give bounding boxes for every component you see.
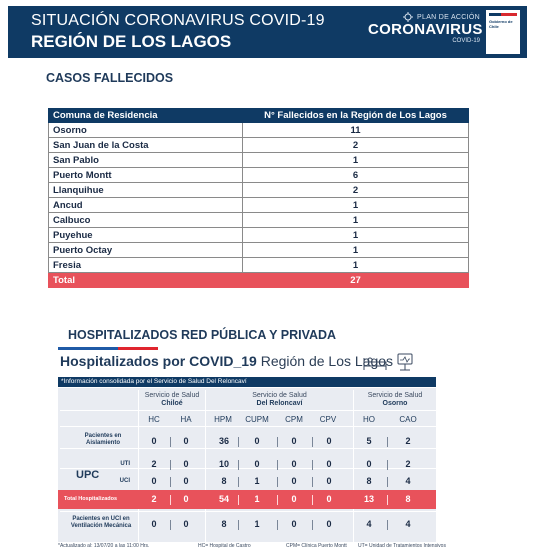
label-total-hosp: Total Hospitalizados [64,496,118,502]
fallecidos-section-title: CASOS FALLECIDOS [46,71,174,85]
fallecidos-cell: 1 [243,213,469,228]
table-row [49,138,469,153]
cell-ais-cpv: 0 [326,436,332,446]
comuna-cell: Calbuco [49,213,243,228]
comuna-cell: San Pablo [49,153,243,168]
hosp-title-bold: Hospitalizados por COVID_19 [60,353,257,369]
cell-uti-cpv: 0 [326,459,332,469]
header-banner [8,6,527,58]
cell-ais-hpm: 36 [218,436,229,446]
fallecidos-cell: 6 [243,168,469,183]
col-hpm: HPM [214,415,232,424]
gob-logo-text: Gobierno de Chile [489,19,513,29]
hospital-bed-icon [362,352,422,372]
cell-uti-cpm: 0 [291,459,297,469]
fallecidos-cell: 1 [243,198,469,213]
table-row [49,228,469,243]
table-row [49,183,469,198]
col-cao: CAO [399,415,417,424]
group-header-chiloe: Servicio de Salud Chiloé [144,392,200,407]
comuna-cell: Puyehue [49,228,243,243]
col-hc: HC [148,415,160,424]
cell-uti-cao: 2 [405,459,411,469]
cell-uti-ho: 0 [366,459,372,469]
cell-uci-ho: 8 [366,476,372,486]
group-header-osorno: Servicio de Salud Osorno [367,392,423,407]
cell-vm-cpv: 0 [326,519,332,529]
total-value: 27 [243,273,469,288]
accent-bar-red [118,347,158,350]
cell-uci-ha: 0 [183,476,189,486]
cell-vm-ho: 4 [366,519,372,529]
brand-sub-label: COVID-19 [452,38,480,44]
fallecidos-cell: 11 [243,123,469,138]
hosp-title-rest: Región de Los Lagos [256,353,394,369]
cell-uci-cao: 4 [405,476,411,486]
col-cpm: CPM [285,415,303,424]
brand-label: CORONAVIRUS [368,21,483,38]
cell-uci-hc: 0 [151,476,157,486]
cell-tot-cao: 8 [405,494,411,504]
cell-uti-hc: 2 [151,459,157,469]
col-comuna-header: Comuna de Residencia [49,109,243,123]
table-row [49,213,469,228]
cell-ais-cupm: 0 [254,436,260,446]
fallecidos-cell: 1 [243,228,469,243]
info-note: *Información consolidada por el Servicio de Salud Del Reloncaví [58,377,436,387]
label-ventilacion: Pacientes en UCI en Ventilación Mecánica [70,516,132,529]
table-row [49,153,469,168]
comuna-cell: Puerto Octay [49,243,243,258]
cell-ais-ho: 5 [366,436,372,446]
cell-tot-hpm: 54 [218,494,229,504]
footer-abbrev-2: CPM= Clínica Puerto Montt [286,543,347,549]
comuna-cell: Fresia [49,258,243,273]
cell-uci-cpv: 0 [326,476,332,486]
comuna-cell: Puerto Montt [49,168,243,183]
table-row [49,168,469,183]
cell-uti-hpm: 10 [218,459,229,469]
fallecidos-table [48,108,469,288]
hosp-grid [58,388,436,542]
fallecidos-cell: 1 [243,243,469,258]
table-row [49,123,469,138]
col-cupm: CUPM [245,415,269,424]
fallecidos-cell: 2 [243,183,469,198]
label-uti: UTI [120,461,130,467]
col-fallecidos-header: N° Fallecidos en la Región de Los Lagos [243,109,469,123]
cell-ais-cao: 2 [405,436,411,446]
table-row [49,243,469,258]
hosp-title [60,353,393,369]
col-ha: HA [180,415,192,424]
table-row [49,258,469,273]
total-row [49,273,469,288]
cell-uti-ha: 0 [183,459,189,469]
accent-bar-blue [58,347,118,350]
total-hospitalizados-row [58,490,436,509]
total-label: Total [49,273,243,288]
hospitalizados-panel [58,347,446,549]
plan-label: PLAN DE ACCIÓN [417,13,480,21]
cell-tot-cpv: 0 [326,494,332,504]
cell-vm-hpm: 8 [221,519,227,529]
fallecidos-cell: 1 [243,258,469,273]
cell-tot-ha: 0 [183,494,189,504]
cell-uci-cpm: 0 [291,476,297,486]
cell-vm-cpm: 0 [291,519,297,529]
comuna-cell: Osorno [49,123,243,138]
cell-vm-cupm: 1 [254,519,260,529]
cell-uci-hpm: 8 [221,476,227,486]
cell-tot-hc: 2 [151,494,157,504]
label-aislamiento: Pacientes en Aislamiento [84,433,122,446]
header-title-line2: REGIÓN DE LOS LAGOS [31,32,232,51]
footer-abbrev-3: UT= Unidad de Tratamientos Intensivos [358,543,446,549]
col-cpv: CPV [319,415,337,424]
cell-uci-cupm: 1 [254,476,260,486]
hosp-section-title: HOSPITALIZADOS RED PÚBLICA Y PRIVADA [68,328,337,342]
label-upc: UPC [76,469,100,481]
comuna-cell: Ancud [49,198,243,213]
cell-tot-cupm: 1 [254,494,260,504]
cell-tot-cpm: 0 [291,494,297,504]
comuna-cell: Llanquihue [49,183,243,198]
table-row [49,198,469,213]
group-header-reloncavi: Servicio de Salud Del Reloncaví [252,392,307,407]
fallecidos-cell: 1 [243,153,469,168]
gobierno-logo [486,10,520,54]
table-header-row [49,109,469,123]
cell-ais-ha: 0 [183,436,189,446]
comuna-cell: San Juan de la Costa [49,138,243,153]
cell-vm-hc: 0 [151,519,157,529]
cell-ais-cpm: 0 [291,436,297,446]
cell-vm-cao: 4 [405,519,411,529]
footer-updated: *Actualizado al: 13/07/20 a las 11:00 Hrs. [58,543,150,549]
cell-vm-ha: 0 [183,519,189,529]
cell-ais-hc: 0 [151,436,157,446]
label-uci: UCI [119,478,130,484]
fallecidos-cell: 2 [243,138,469,153]
col-ho: HO [363,415,375,424]
footer-abbrev-1: HC= Hospital de Castro [198,543,251,549]
cell-tot-ho: 13 [363,494,374,504]
cell-uti-cupm: 0 [254,459,260,469]
coronavirus-brand [368,12,483,44]
header-title-line1: SITUACIÓN CORONAVIRUS COVID-19 [31,12,325,29]
